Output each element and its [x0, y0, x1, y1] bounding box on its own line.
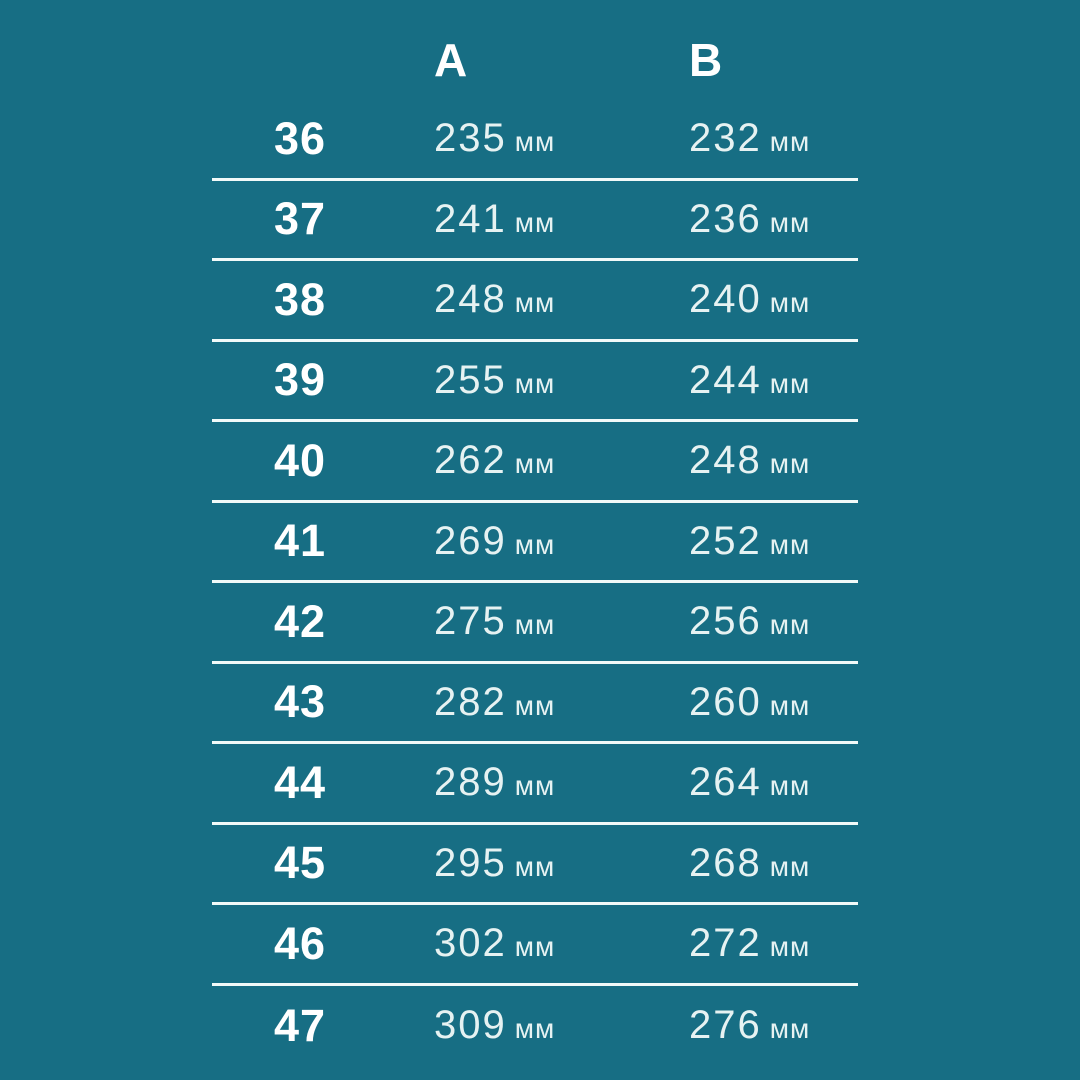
unit-label: мм [769, 528, 811, 560]
length-b-cell [643, 519, 858, 564]
unit-label: мм [769, 850, 811, 882]
size-cell: 39 [273, 354, 327, 406]
unit-label: мм [514, 126, 556, 158]
length-a-value: 269 [434, 518, 507, 563]
length-a-value: 282 [434, 679, 507, 724]
length-a-cell [388, 277, 643, 322]
length-a-value: 235 [434, 116, 507, 161]
unit-label: мм [769, 931, 811, 963]
unit-label: мм [514, 448, 556, 480]
length-a-value: 255 [434, 357, 507, 402]
length-b-value: 272 [689, 921, 762, 966]
size-cell: 37 [273, 193, 327, 245]
length-a-cell [388, 841, 643, 886]
size-conversion-table [212, 20, 858, 1066]
length-b-value: 260 [689, 679, 762, 724]
unit-label: мм [514, 609, 556, 641]
length-b-value: 244 [689, 357, 762, 402]
table-body [212, 100, 858, 1066]
length-b-cell [643, 841, 858, 886]
length-a-cell [388, 438, 643, 483]
table-row [212, 422, 858, 503]
length-a-cell [388, 1003, 643, 1048]
unit-label: мм [769, 367, 811, 399]
length-a-cell [388, 358, 643, 403]
length-a-value: 241 [434, 196, 507, 241]
length-b-cell [643, 680, 858, 725]
table-header-row [212, 20, 858, 100]
length-b-cell [643, 760, 858, 805]
length-b-value: 236 [689, 196, 762, 241]
unit-label: мм [769, 609, 811, 641]
unit-label: мм [769, 448, 811, 480]
length-b-cell [643, 1003, 858, 1048]
column-b-header: B [689, 34, 724, 86]
unit-label: мм [514, 367, 556, 399]
table-row [212, 261, 858, 342]
length-b-value: 256 [689, 599, 762, 644]
table-row [212, 503, 858, 584]
size-cell: 45 [273, 837, 327, 889]
unit-label: мм [514, 770, 556, 802]
table-row [212, 583, 858, 664]
unit-label: мм [514, 206, 556, 238]
size-cell: 36 [273, 112, 327, 164]
length-b-value: 252 [689, 518, 762, 563]
length-a-value: 295 [434, 840, 507, 885]
size-cell: 43 [273, 676, 327, 728]
unit-label: мм [514, 931, 556, 963]
size-cell: 44 [273, 756, 327, 808]
table-row [212, 100, 858, 181]
length-a-cell [388, 680, 643, 725]
table-row [212, 986, 858, 1067]
length-b-value: 232 [689, 116, 762, 161]
unit-label: мм [514, 689, 556, 721]
table-row [212, 342, 858, 423]
length-a-cell [388, 197, 643, 242]
length-a-cell [388, 116, 643, 161]
table-row [212, 905, 858, 986]
unit-label: мм [769, 206, 811, 238]
unit-label: мм [769, 770, 811, 802]
table-row [212, 825, 858, 906]
length-b-cell [643, 116, 858, 161]
length-a-cell [388, 921, 643, 966]
column-a-header: A [434, 34, 469, 86]
size-cell: 40 [273, 434, 327, 486]
unit-label: мм [769, 1013, 811, 1045]
length-b-value: 268 [689, 840, 762, 885]
table-row [212, 664, 858, 745]
length-a-cell [388, 519, 643, 564]
length-b-cell [643, 599, 858, 644]
length-a-cell [388, 599, 643, 644]
length-a-value: 275 [434, 599, 507, 644]
size-cell: 38 [273, 273, 327, 325]
unit-label: мм [514, 528, 556, 560]
unit-label: мм [514, 287, 556, 319]
length-b-value: 276 [689, 1003, 762, 1048]
unit-label: мм [769, 689, 811, 721]
length-a-value: 289 [434, 760, 507, 805]
length-b-cell [643, 358, 858, 403]
unit-label: мм [514, 850, 556, 882]
unit-label: мм [769, 126, 811, 158]
length-b-value: 264 [689, 760, 762, 805]
length-a-value: 309 [434, 1003, 507, 1048]
unit-label: мм [769, 287, 811, 319]
size-cell: 41 [273, 515, 327, 567]
size-cell: 42 [273, 595, 327, 647]
length-a-value: 248 [434, 277, 507, 322]
size-cell: 46 [273, 917, 327, 969]
table-row [212, 181, 858, 262]
length-a-cell [388, 760, 643, 805]
length-b-cell [643, 197, 858, 242]
size-cell: 47 [273, 999, 327, 1051]
length-a-value: 302 [434, 921, 507, 966]
unit-label: мм [514, 1013, 556, 1045]
length-a-value: 262 [434, 438, 507, 483]
length-b-cell [643, 277, 858, 322]
length-b-cell [643, 438, 858, 483]
length-b-cell [643, 921, 858, 966]
length-b-value: 240 [689, 277, 762, 322]
table-row [212, 744, 858, 825]
length-b-value: 248 [689, 438, 762, 483]
